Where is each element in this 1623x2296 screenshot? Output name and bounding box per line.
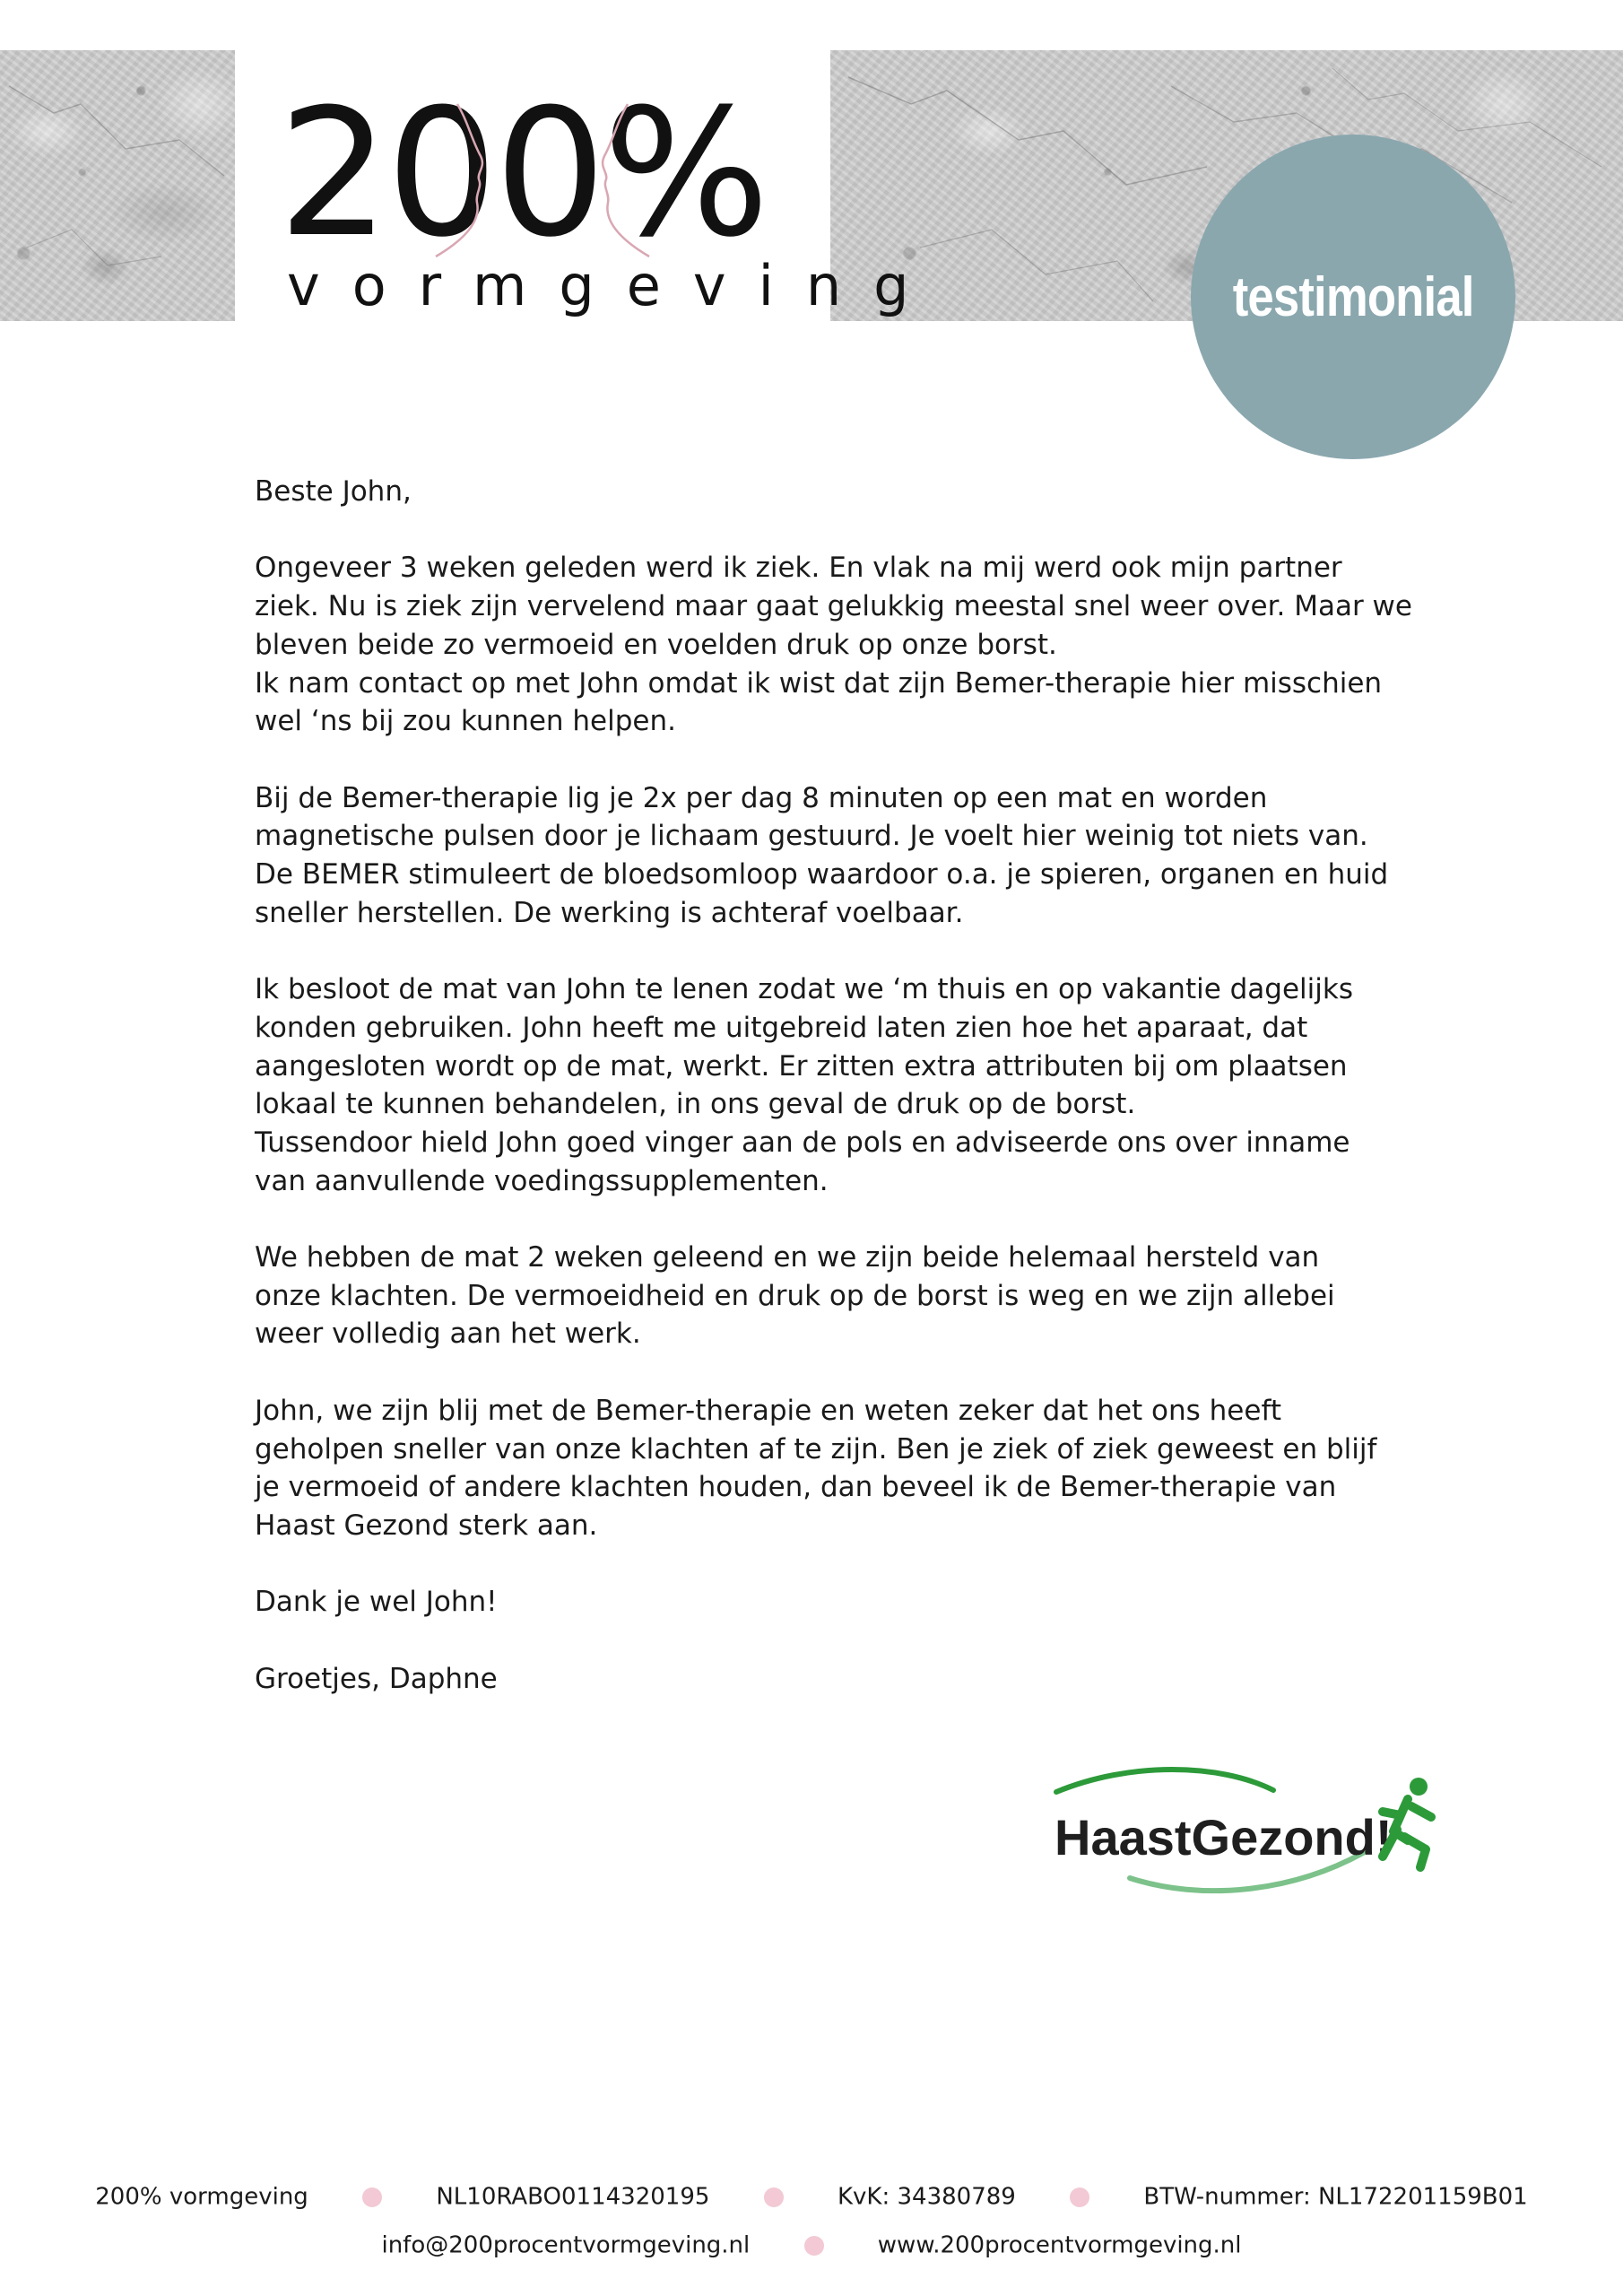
- line: De BEMER stimuleert de bloedsomloop waardoor o.a. je spieren, organen en huid: [255, 858, 1389, 891]
- line: Ik nam contact op met John omdat ik wist dat zijn Bemer-therapie hier misschien: [255, 666, 1383, 700]
- line: magnetische pulsen door je lichaam gestuurd. Je voelt hier weinig tot niets van.: [255, 820, 1368, 853]
- line: We hebben de mat 2 weken geleend en we zijn beide helemaal hersteld van: [255, 1241, 1320, 1274]
- line: konden gebruiken. John heeft me uitgebreid laten zien hoe het aparaat, dat: [255, 1011, 1308, 1044]
- haast-gezond-logo: [1049, 1767, 1444, 1901]
- footer-website[interactable]: www.200procentvormgeving.nl: [877, 2231, 1242, 2259]
- line: onze klachten. De vermoeidheid en druk op de borst is weg en we zijn allebei: [255, 1279, 1335, 1312]
- paragraph-4: [255, 1239, 1456, 1353]
- footer-company: 200% vormgeving: [95, 2183, 308, 2211]
- thanks: Dank je wel John!: [255, 1586, 498, 1619]
- footer-line-1: [0, 2183, 1623, 2211]
- haast-logo-text: HaastGezond!: [1055, 1809, 1393, 1866]
- line: ziek. Nu is ziek zijn vervelend maar gaat gelukkig meestal snel weer over. Maar we: [255, 590, 1412, 623]
- footer-iban: NL10RABO0114320195: [436, 2183, 710, 2211]
- logo-number: 200%: [278, 72, 767, 276]
- paragraph-3: [255, 970, 1456, 1200]
- pink-dot: [804, 2236, 824, 2256]
- footer-email[interactable]: info@200procentvormgeving.nl: [381, 2231, 751, 2259]
- closing: Groetjes, Daphne: [255, 1662, 498, 1695]
- footer-line-2: [0, 2231, 1623, 2259]
- line: weer volledig aan het werk.: [255, 1318, 641, 1351]
- logo-200-vormgeving: [278, 72, 942, 319]
- concrete-texture-left: [0, 50, 235, 321]
- line: Ik besloot de mat van John te lenen zodat we ‘m thuis en op vakantie dagelijks: [255, 973, 1353, 1006]
- paragraph-2: [255, 779, 1456, 933]
- line: van aanvullende voedingssupplementen.: [255, 1164, 829, 1197]
- badge-label: testimonial: [1232, 265, 1474, 328]
- salutation: Beste John,: [255, 475, 412, 508]
- line: geholpen sneller van onze klachten af te zijn. Ben je ziek of ziek geweest en blijf: [255, 1432, 1377, 1465]
- face-profile-icon: [278, 72, 798, 276]
- line: wel ‘ns bij zou kunnen helpen.: [255, 705, 676, 738]
- line: bleven beide zo vermoeid en voelden druk op onze borst.: [255, 628, 1057, 661]
- line: aangesloten wordt op de mat, werkt. Er zitten extra attributen bij om plaatsen: [255, 1049, 1348, 1083]
- pink-dot: [1070, 2187, 1089, 2207]
- line: Ongeveer 3 weken geleden werd ik ziek. En vlak na mij werd ook mijn partner: [255, 552, 1342, 585]
- logo-word: vormgeving: [287, 253, 942, 318]
- paragraph-5: [255, 1392, 1456, 1545]
- footer-btw: BTW-nummer: NL172201159B01: [1143, 2183, 1528, 2211]
- line: je vermoeid of andere klachten houden, dan beveel ik de Bemer-therapie van: [255, 1471, 1337, 1504]
- pink-dot: [764, 2187, 784, 2207]
- line: sneller herstellen. De werking is achteraf voelbaar.: [255, 896, 964, 929]
- line: lokaal te kunnen behandelen, in ons geval de druk op de borst.: [255, 1088, 1136, 1121]
- pink-dot: [362, 2187, 382, 2207]
- testimonial-badge: [1191, 135, 1515, 459]
- line: Tussendoor hield John goed vinger aan de pols en adviseerde ons over inname: [255, 1126, 1350, 1159]
- paragraph-1: [255, 549, 1456, 741]
- line: Bij de Bemer-therapie lig je 2x per dag 8 minuten op een mat en worden: [255, 781, 1268, 814]
- line: Haast Gezond sterk aan.: [255, 1509, 598, 1542]
- footer-kvk: KvK: 34380789: [837, 2183, 1016, 2211]
- line: John, we zijn blij met de Bemer-therapie en weten zeker dat het ons heeft: [255, 1394, 1281, 1427]
- letter-body: [255, 473, 1456, 1736]
